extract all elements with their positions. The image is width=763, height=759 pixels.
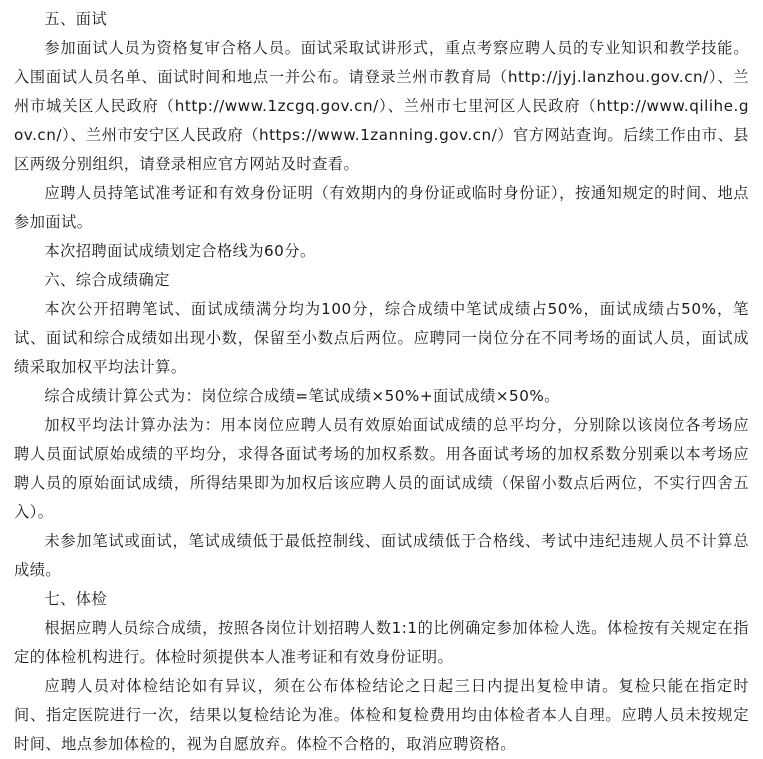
paragraph-no-total-score: 未参加笔试或面试，笔试成绩低于最低控制线、面试成绩低于合格线、考试中违纪违规人员不计算总成绩。 <box>14 532 749 579</box>
paragraph-weighted-average-method: 加权平均法计算办法为：用本岗位应聘人员有效原始面试成绩的总平均分，分别除以该岗位各考场应聘人员面试原始成绩的平均分，求得各面试考场的加权系数。用各面试考场的加权系数分别乘以本考场应聘人员的原始面试成绩，所得结果即为加权后该应聘人员的面试成绩（保留小数点后两位，不实行四舍五入）。 <box>14 416 749 521</box>
paragraph-score-weighting: 本次公开招聘笔试、面试成绩满分均为100分，综合成绩中笔试成绩占50%，面试成绩占50%，笔试、面试和综合成绩如出现小数，保留至小数点后两位。应聘同一岗位分在不同考场的面试人员，面试成绩采取加权平均法计算。 <box>14 300 749 376</box>
paragraph-exam-candidates: 根据应聘人员综合成绩，按照各岗位计划招聘人数1:1的比例确定参加体检人选。体检按有关规定在指定的体检机构进行。体检时须提供本人准考证和有效身份证明。 <box>14 619 749 666</box>
paragraph-interview-documents: 应聘人员持笔试准考证和有效身份证明（有效期内的身份证或临时身份证），按通知规定的时间、地点参加面试。 <box>14 184 749 231</box>
paragraph-interview-method: 参加面试人员为资格复审合格人员。面试采取试讲形式，重点考察应聘人员的专业知识和教学技能。入围面试人员名单、面试时间和地点一并公布。请登录兰州市教育局（http://jyj.lanzhou.gov.cn/）、兰州市城关区人民政府（http://www.1zcgq.gov.cn/）、兰州市七里河区人民政府（http://www.qilihe.gov.cn/）、兰州市安宁区人民政府（https://www.1zanning.gov.cn/）官方网站查询。后续工作由市、县区两级分别组织，请登录相应官方网站及时查看。 <box>14 39 749 173</box>
section-heading-composite-score: 六、综合成绩确定 <box>44 271 170 289</box>
section-heading-interview: 五、面试 <box>44 10 108 28</box>
paragraph-score-formula: 综合成绩计算公式为：岗位综合成绩=笔试成绩×50%+面试成绩×50%。 <box>44 387 560 405</box>
paragraph-interview-passing-line: 本次招聘面试成绩划定合格线为60分。 <box>44 242 316 260</box>
section-heading-physical-exam: 七、体检 <box>44 590 108 608</box>
paragraph-exam-recheck: 应聘人员对体检结论如有异议，须在公布体检结论之日起三日内提出复检申请。复检只能在指定时间、指定医院进行一次，结果以复检结论为准。体检和复检费用均由体检者本人自理。应聘人员未按规定时间、地点参加体检的，视为自愿放弃。体检不合格的，取消应聘资格。 <box>14 677 749 753</box>
